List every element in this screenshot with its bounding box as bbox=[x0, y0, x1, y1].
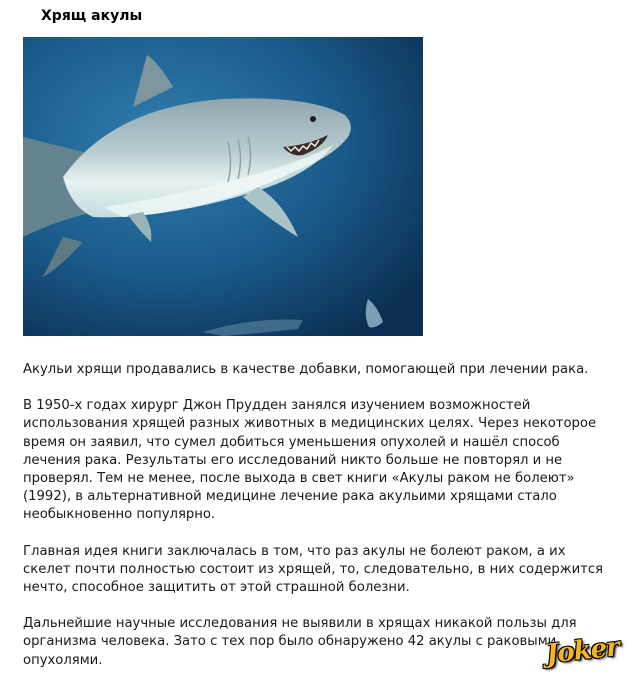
shark-photo bbox=[23, 37, 423, 336]
paragraph: Акульи хрящи продавались в качестве добавки, помогающей при лечении рака. bbox=[23, 362, 589, 377]
article-body bbox=[23, 361, 613, 688]
paragraph: Главная идея книги заключалась в том, что раз акулы не болеют раком, а их скелет почти полностью состоит из хрящей, то, следовательно, в них содержится нечто, способное защитить от этой страшной болезни. bbox=[23, 543, 604, 596]
paragraph: В 1950-х годах хирург Джон Прудден занялся изучением возможностей использования хрящей разных животных в медицинских целях. Через некоторое время он заявил, что сумел добиться уменьшения опухолей и нашёл способ лечения рака. Результаты его исследований никто больше не повторял и не проверял. Тем не менее, после выхода в свет книги «Акулы раком не болеют» (1992), в альтернативной медицине лечение рака акульими хрящами стало необыкновенно популярно. bbox=[23, 398, 597, 523]
paragraph: Дальнейшие научные исследования не выявили в хрящах никакой пользы для организма человека. Зато с тех пор было обнаружено 42 акулы с раковыми опухолями. bbox=[23, 616, 577, 668]
article-title: Хрящ акулы bbox=[41, 8, 143, 24]
joker-watermark: Joker bbox=[544, 632, 621, 670]
